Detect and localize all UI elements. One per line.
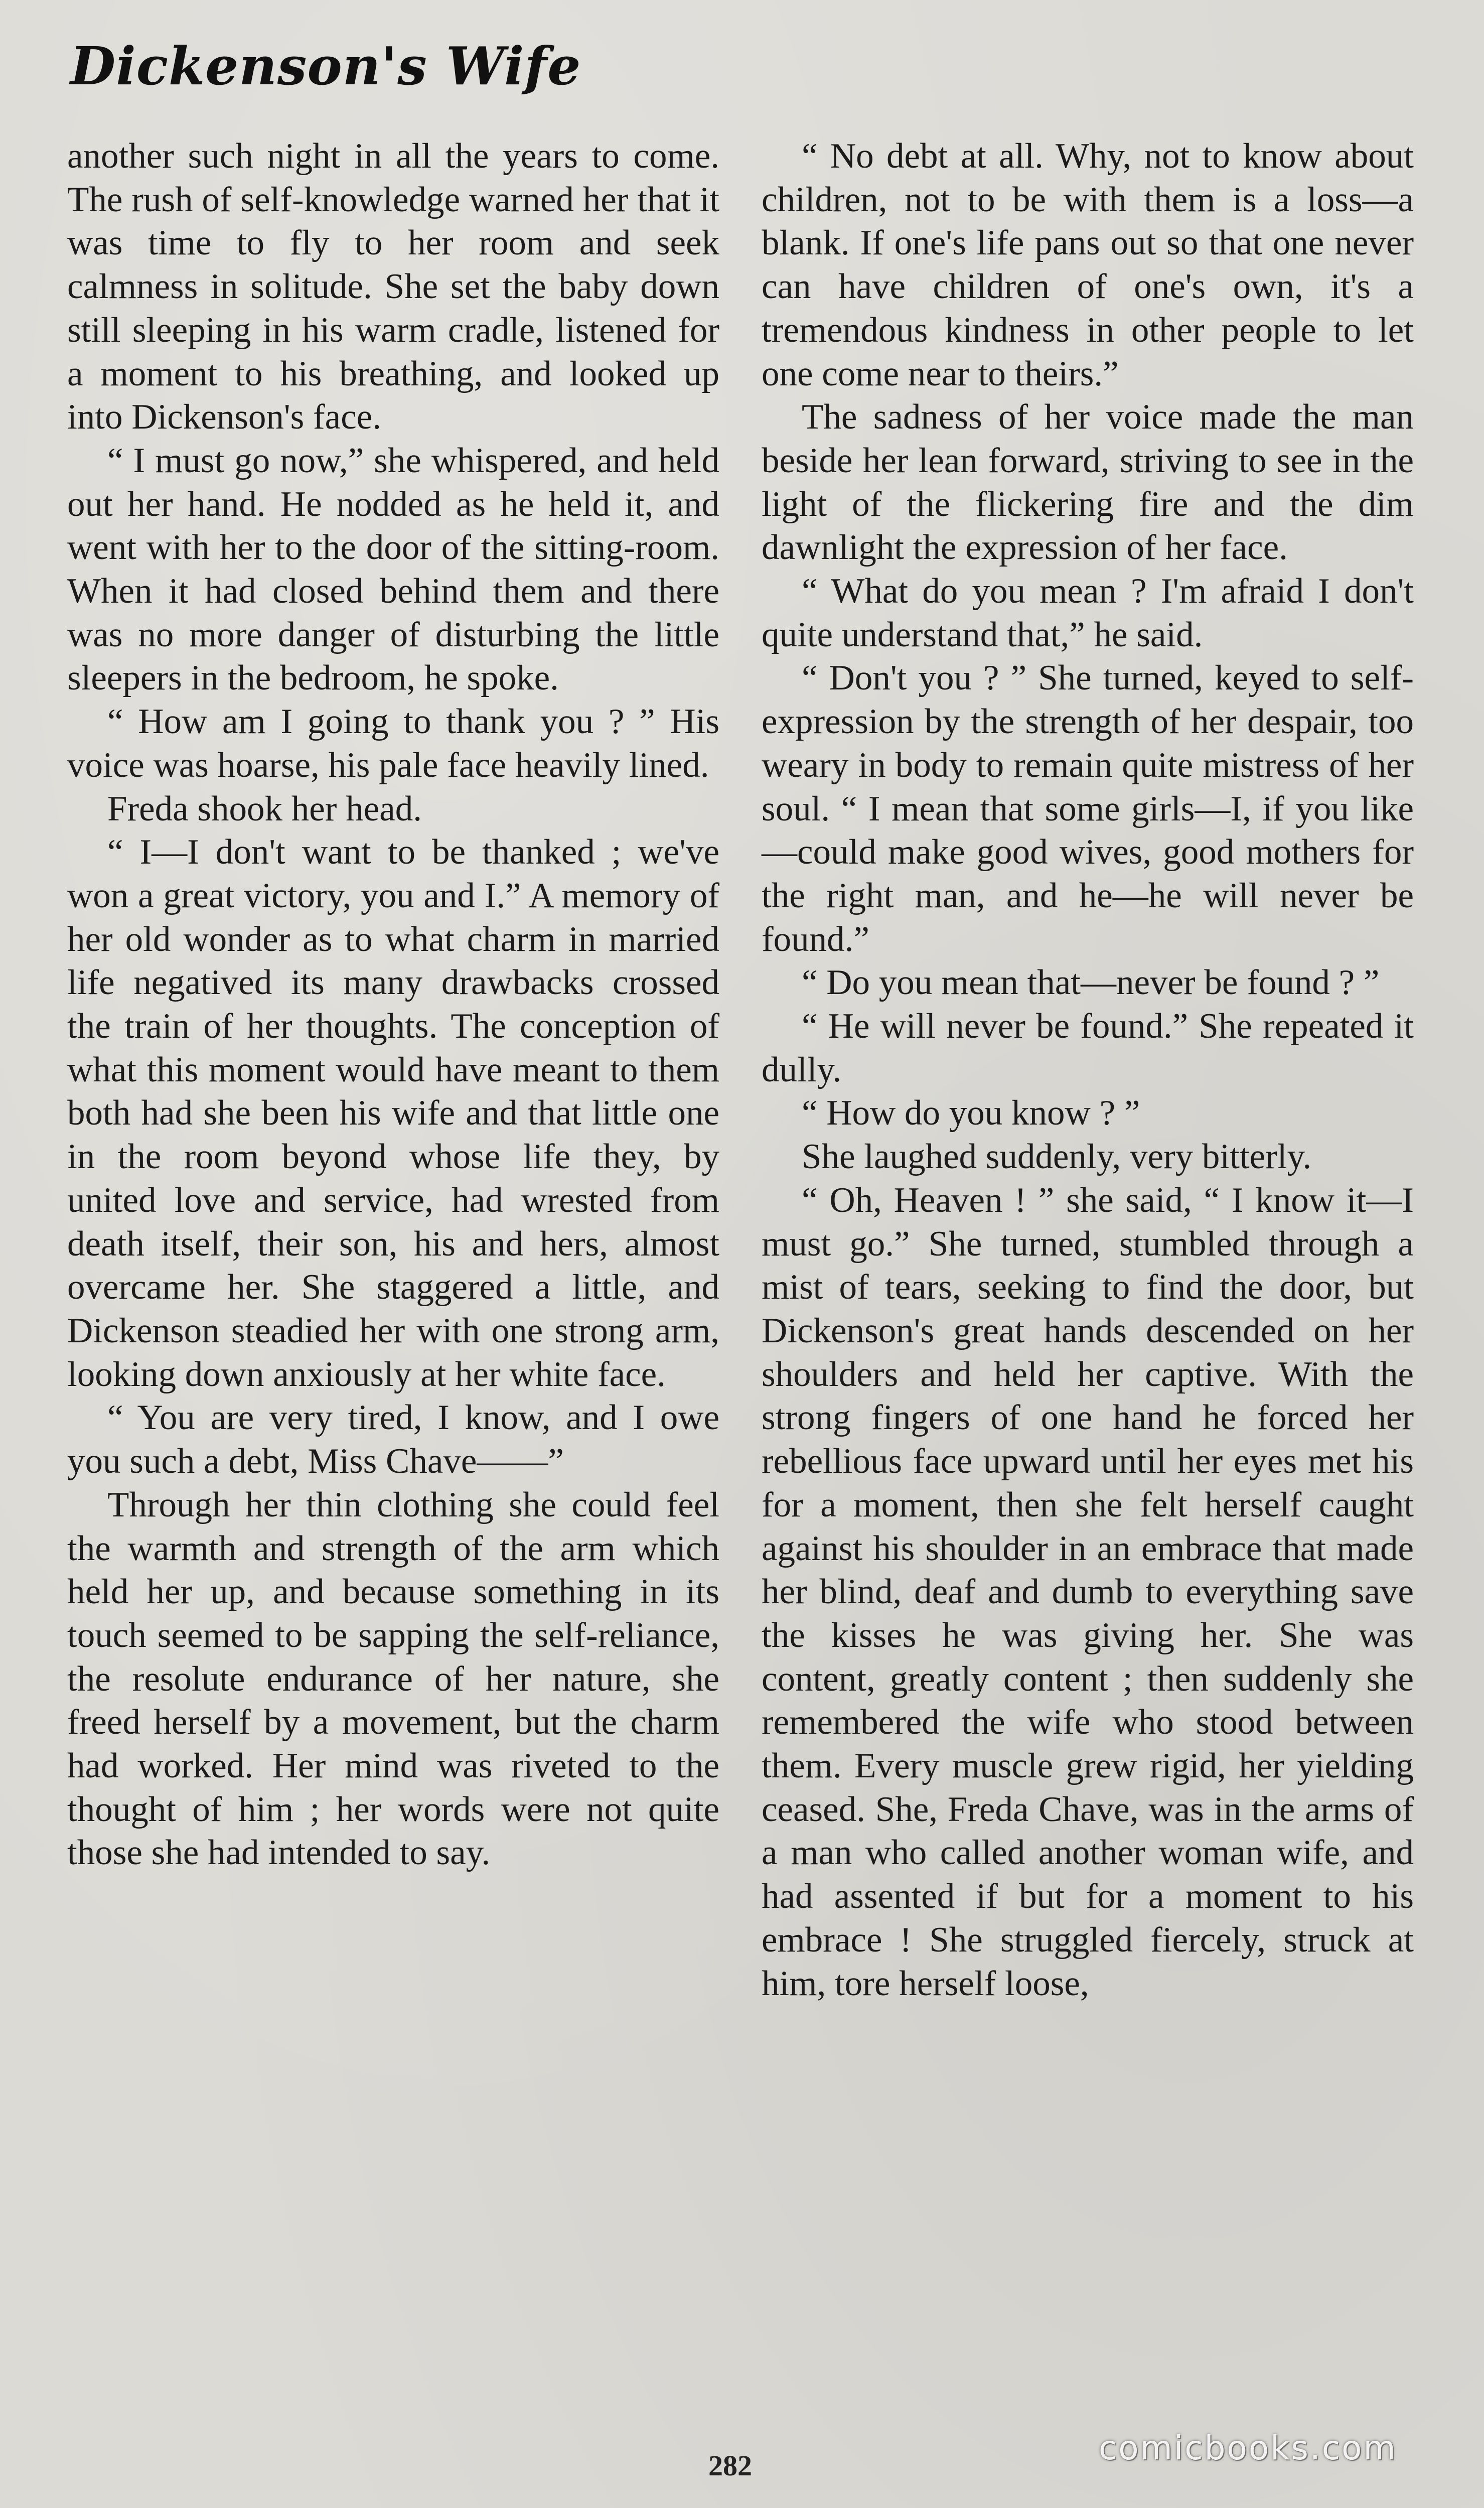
paragraph: “ I must go now,” she whispered, and held out her hand. He nodded as he held it, and went with her to the door of the sitting-room. When it had closed behind them and there was no more danger of disturbing the little sleepers in the bedroom, he spoke. — [67, 441, 719, 698]
paragraph: “ How do you know ? ” — [802, 1093, 1140, 1133]
paragraph: “ Don't you ? ” She turned, keyed to self-expression by the strength of her despair, too weary in body to remain quite mistress of her soul. “ I mean that some girls—I, if you like—could make good wives, good mothers for the right man, and he—he will never be found.” — [762, 658, 1414, 959]
paragraph: “ I—I don't want to be thanked ; we've won a great victory, you and I.” A memory of her old wonder as to what charm in married life negatived its many drawbacks crossed the train of her thoughts. The conception of what this moment would have meant to them both had she been his wife and that little one in the room beyond whose life they, by united love and service, had wrested from death itself, their son, his and hers, almost overcame her. She staggered a little, and Dickenson steadied her with one strong arm, looking down anxiously at her white face. — [67, 832, 719, 1394]
paragraph: “ How am I going to thank you ? ” His voice was hoarse, his pale face heavily lined. — [67, 702, 719, 785]
paragraph: another such night in all the years to come. The rush of self-knowledge warned her that it was time to fly to her room and seek calmness in solitude. She set the baby down still sleeping in his warm cradle, listened for a moment to his breathing, and looked up into Dickenson's face. — [67, 136, 719, 437]
site-watermark: comicbooks.com — [1099, 2429, 1397, 2467]
paragraph: “ He will never be found.” She repeated it dully. — [762, 1007, 1414, 1089]
running-head-title: Dickenson's Wife — [70, 35, 581, 97]
paragraph: “ What do you mean ? I'm afraid I don't quite understand that,” he said. — [762, 572, 1414, 654]
paragraph: “ Oh, Heaven ! ” she said, “ I know it—I must go.” She turned, stumbled through a mist of tears, seeking to find the door, but Dickenson's great hands descended on her shoulders and held her captive. With the strong fingers of one hand he forced her rebellious face upward until her eyes met his for a moment, then she felt herself caught against his shoulder in an embrace that made her blind, deaf and dumb to everything save the kisses he was giving her. She was content, greatly content ; then suddenly she remembered the wife who stood between them. Every muscle grew rigid, her yielding ceased. She, Freda Chave, was in the arms of a man who called another woman wife, and had assented if but for a moment to his embrace ! She struggled fiercely, struck at him, tore herself loose, — [762, 1180, 1414, 2003]
page-number: 282 — [708, 2449, 752, 2482]
paragraph: She laughed suddenly, very bitterly. — [802, 1137, 1312, 1177]
paragraph: “ Do you mean that—never be found ? ” — [802, 963, 1380, 1003]
paragraph: Through her thin clothing she could feel the warmth and strength of the arm which held her up, and because something in its touch seemed to be sapping the self-reliance, the resolute endurance of her nature, she freed herself by a movement, but the charm had worked. Her mind was riveted to the thought of him ; her words were not quite those she had intended to say. — [67, 1485, 719, 1873]
left-text-column — [67, 134, 719, 1875]
paragraph: “ You are very tired, I know, and I owe you such a debt, Miss Chave——” — [67, 1398, 719, 1481]
paragraph: The sadness of her voice made the man beside her lean forward, striving to see in the light of the flickering fire and the dim dawnlight the expression of her face. — [762, 397, 1414, 568]
paragraph: “ No debt at all. Why, not to know about children, not to be with them is a loss—a blank. If one's life pans out so that one never can have children of one's own, it's a tremendous kindness in other people to let one come near to theirs.” — [762, 136, 1414, 393]
paragraph: Freda shook her head. — [107, 789, 422, 828]
right-text-column — [762, 134, 1414, 2005]
